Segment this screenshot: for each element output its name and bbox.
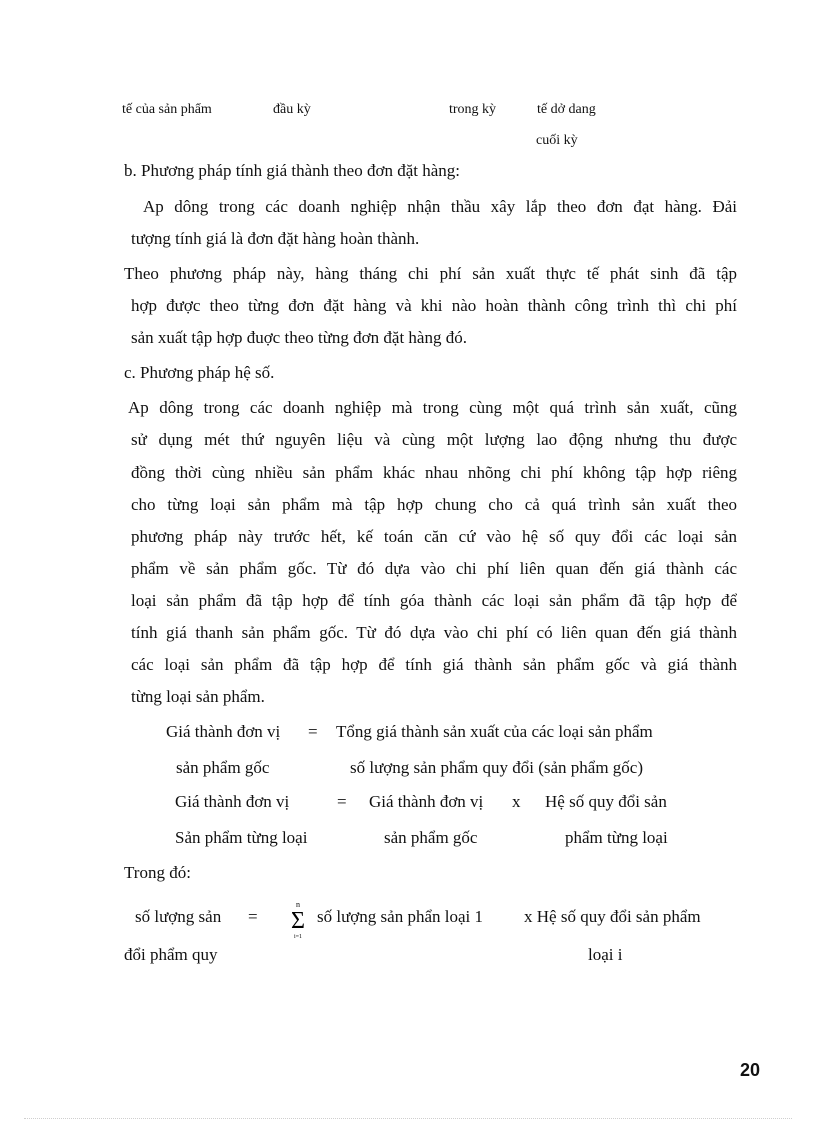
formula2-b-bottom: sản phẩm gốc (384, 828, 478, 847)
section-b-p1-line-1: Ap dông trong các doanh nghiệp nhận thầu xây lắp theo đơn đạt hàng. Đải (143, 197, 737, 216)
section-c-line-10: từng loại sản phẩm. (131, 687, 265, 706)
header-col-4-sub: cuối kỳ (536, 133, 578, 148)
header-col-4: tế dở dang (537, 102, 596, 117)
formula2-times: x (512, 792, 521, 811)
header-col-3: trong kỳ (449, 102, 497, 117)
section-b-p2-line-1: Theo phương pháp này, hàng tháng chi phí sản xuất thực tế phát sinh đã tập (124, 264, 737, 283)
formula1-left-bottom: sản phẩm gốc (176, 758, 270, 777)
formula3-equals: = (248, 907, 258, 926)
formula2-c-bottom: phẩm từng loại (565, 828, 668, 847)
trong-do-label: Trong đó: (124, 863, 191, 882)
formula2-a-bottom: Sản phẩm từng loại (175, 828, 308, 847)
svg-text:Σ: Σ (291, 908, 305, 934)
section-c-line-1: Ap dông trong các doanh nghiệp mà trong cùng một quá trình sản xuất, cũng (128, 398, 737, 417)
page-bottom-divider (24, 1118, 792, 1119)
formula1-right-top: Tổng giá thành sản xuất của các loại sản phẩm (336, 722, 653, 741)
section-b-p2-line-2: hợp được theo từng đơn đặt hàng và khi nào hoàn thành công trình thì chi phí (131, 296, 737, 315)
sigma-upper-limit: n (296, 900, 300, 909)
formula2-c-top: Hệ số quy đổi sản (545, 792, 667, 811)
section-c-line-5: phương pháp này trước hết, kế toán căn cứ vào hệ số quy đổi các loại sản (131, 527, 737, 546)
section-c-line-2: sử dụng mét thứ nguyên liệu và cùng một lượng lao động nhưng thu được (131, 430, 737, 449)
formula3-right: x Hệ số quy đổi sản phẩm (524, 907, 701, 926)
page-number: 20 (739, 1060, 760, 1080)
section-c-line-8: tính giá thanh sản phẩm gốc. Từ đó dựa vào chi phí có liên quan đến giá thành (131, 623, 737, 642)
section-b-heading: b. Phương pháp tính giá thành theo đơn đặt hàng: (124, 161, 460, 180)
section-c-line-7: loại sản phẩm đã tập hợp để tính góa thành các loại sản phẩm đã tập hợp để (131, 591, 737, 610)
formula3-left-top: số lượng sản (135, 907, 222, 926)
section-b-p1-line-2: tượng tính giá là đơn đặt hàng hoàn thành. (131, 229, 420, 248)
header-col-1: tế của sản phẩm (122, 102, 212, 117)
formula2-a-top: Giá thành đơn vị (175, 792, 290, 811)
sigma-symbol-icon (286, 900, 310, 940)
section-c-heading: c. Phương pháp hệ số. (124, 363, 275, 382)
sigma-lower-limit: i=1 (293, 934, 303, 940)
section-c-line-6: phẩm về sản phẩm gốc. Từ đó dựa vào chi phí liên quan đến giá thành các (131, 559, 737, 578)
section-c-line-4: cho từng loại sản phẩm mà tập hợp chung cho cả quá trình sản xuất theo (131, 495, 737, 514)
section-b-p2-line-3: sản xuất tập hợp đuợc theo từng đơn đặt hàng đó. (131, 328, 467, 347)
section-c-line-9: các loại sản phẩm đã tập hợp để tính giá thành sản phẩm gốc và giá thành (131, 655, 737, 674)
formula1-equals: = (308, 722, 318, 741)
section-c-line-3: đồng thời cùng nhiều sản phẩm khác nhau nhõng chi phí không tập hợp riêng (131, 463, 737, 482)
formula3-right-bottom: loại i (588, 945, 623, 964)
formula2-equals: = (337, 792, 347, 811)
formula1-right-bottom: số lượng sản phẩm quy đổi (sản phẩm gốc) (350, 758, 643, 777)
formula1-left-top: Giá thành đơn vị (166, 722, 281, 741)
formula3-middle: số lượng sản phẩn loại 1 (317, 907, 483, 926)
header-col-2: đầu kỳ (273, 102, 311, 117)
formula3-left-bottom: đổi phẩm quy (124, 945, 218, 964)
formula2-b-top: Giá thành đơn vị (369, 792, 484, 811)
